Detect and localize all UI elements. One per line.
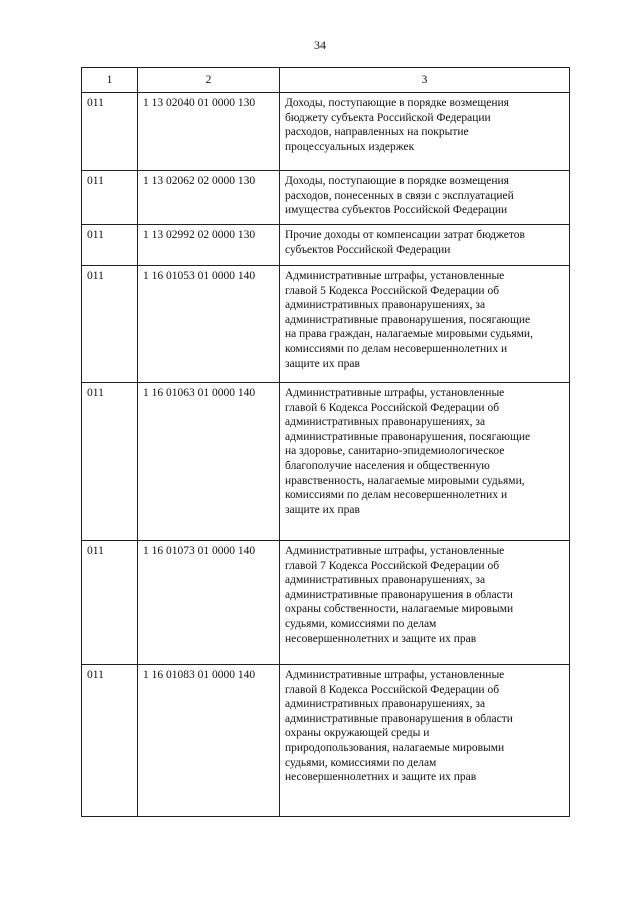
admin-code-cell: 011 — [82, 225, 138, 266]
table-row — [82, 225, 570, 266]
description-cell: Административные штрафы, установленные главой 5 Кодекса Российской Федерации об административных правонарушениях, за административные правонарушения, посягающие на права граждан, налагаемые мировыми судьями, комиссиями по делам несовершеннолетних и защите их прав — [280, 266, 570, 383]
description-cell: Доходы, поступающие в порядке возмещения расходов, понесенных в связи с эксплуатацией имущества субъектов Российской Федерации — [280, 171, 570, 225]
admin-code-cell: 011 — [82, 541, 138, 665]
table-row — [82, 93, 570, 171]
description-cell: Доходы, поступающие в порядке возмещения бюджету субъекта Российской Федерации расходов, направленных на покрытие процессуальных издержек — [280, 93, 570, 171]
column-header-1: 1 — [82, 68, 138, 93]
table-row — [82, 541, 570, 665]
table-row — [82, 266, 570, 383]
table-row — [82, 171, 570, 225]
description-cell: Административные штрафы, установленные главой 7 Кодекса Российской Федерации об административных правонарушениях, за административные правонарушения в области охраны собственности, налагаемые мировыми судьями, комиссиями по делам несовершеннолетних и защите их прав — [280, 541, 570, 665]
admin-code-cell: 011 — [82, 383, 138, 541]
revenue-code-cell: 1 16 01083 01 0000 140 — [138, 665, 280, 817]
description-cell: Административные штрафы, установленные главой 6 Кодекса Российской Федерации об административных правонарушениях, за административные правонарушения, посягающие на здоровье, санитарно-эпидемиологическое благополучие населения и общественную нравственность, налагаемые мировыми судьями, комиссиями по делам несовершеннолетних и защите их прав — [280, 383, 570, 541]
revenue-codes-table — [81, 67, 570, 817]
table-row — [82, 665, 570, 817]
column-header-2: 2 — [138, 68, 280, 93]
admin-code-cell: 011 — [82, 171, 138, 225]
revenue-code-cell: 1 13 02062 02 0000 130 — [138, 171, 280, 225]
description-cell: Административные штрафы, установленные главой 8 Кодекса Российской Федерации об административных правонарушениях, за административные правонарушения в области охраны окружающей среды и природопользования, налагаемые мировыми судьями, комиссиями по делам несовершеннолетних и защите их прав — [280, 665, 570, 817]
table-row — [82, 383, 570, 541]
revenue-code-cell: 1 16 01053 01 0000 140 — [138, 266, 280, 383]
admin-code-cell: 011 — [82, 93, 138, 171]
revenue-code-cell: 1 16 01073 01 0000 140 — [138, 541, 280, 665]
admin-code-cell: 011 — [82, 665, 138, 817]
revenue-code-cell: 1 13 02992 02 0000 130 — [138, 225, 280, 266]
table-header-row — [82, 68, 570, 93]
description-cell: Прочие доходы от компенсации затрат бюджетов субъектов Российской Федерации — [280, 225, 570, 266]
revenue-code-cell: 1 16 01063 01 0000 140 — [138, 383, 280, 541]
admin-code-cell: 011 — [82, 266, 138, 383]
revenue-code-cell: 1 13 02040 01 0000 130 — [138, 93, 280, 171]
page-number: 34 — [314, 38, 326, 52]
column-header-3: 3 — [280, 68, 570, 93]
